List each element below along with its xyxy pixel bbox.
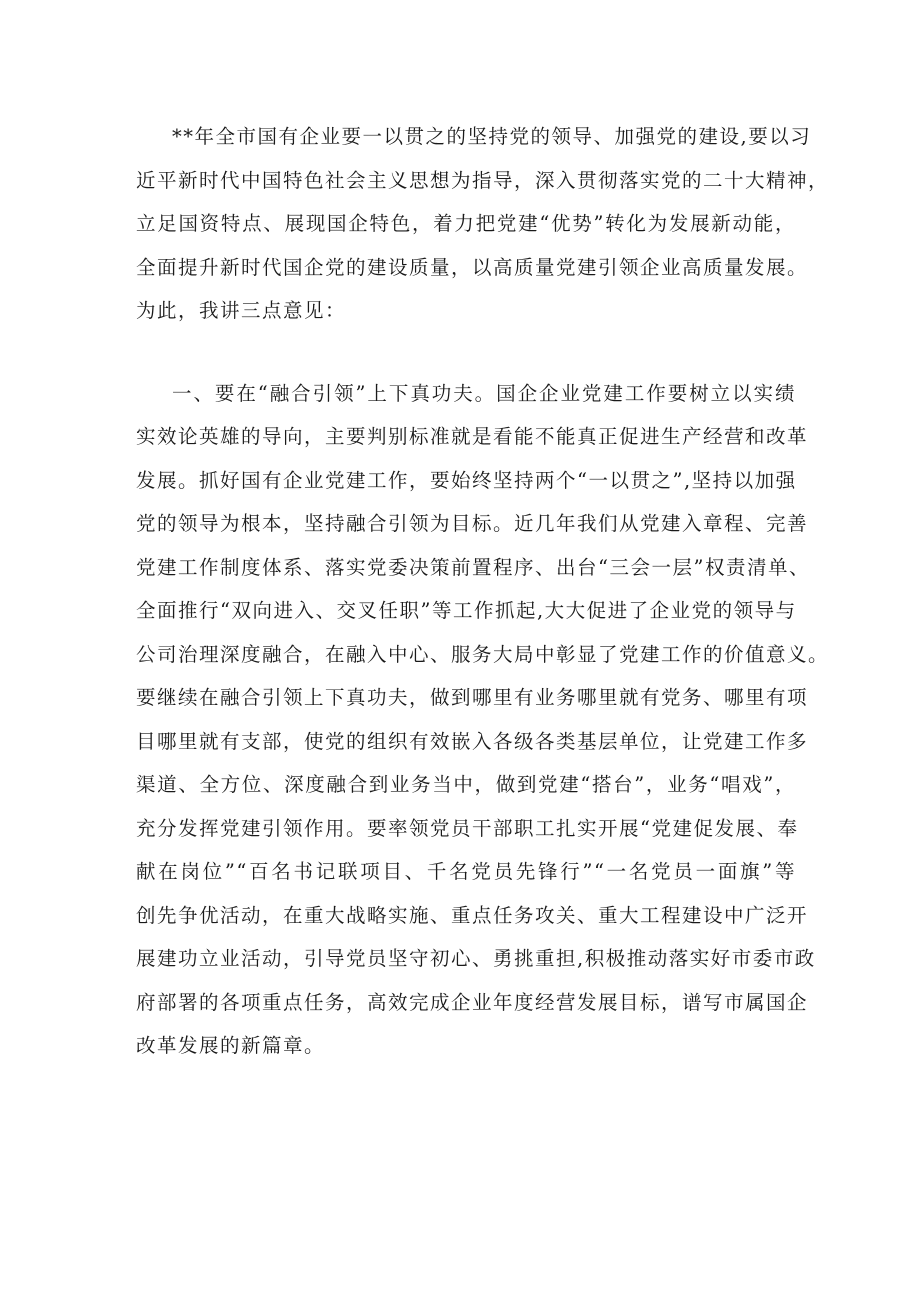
section1-line-11: 充分发挥党建引领作用。要率领党员干部职工扎实开展“党建促发展、奉 [136, 817, 799, 840]
intro-line-4: 全面提升新时代国企党的建设质量，以高质量党建引领企业高质量发展。 [136, 256, 809, 279]
intro-line-3: 立足国资特点、展现国企特色，着力把党建“优势”转化为发展新动能， [136, 212, 796, 235]
section1-line-16: 改革发展的新篇章。 [136, 1034, 326, 1057]
section1-line-15: 府部署的各项重点任务，高效完成企业年度经营发展目标，谱写市属国企 [136, 991, 809, 1014]
intro-line-2: 近平新时代中国特色社会主义思想为指导，深入贯彻落实党的二十大精神， [136, 169, 830, 192]
section1-line-3: 发展。抓好国有企业党建工作，要始终坚持两个“一以贯之”,坚持以加强 [136, 469, 797, 492]
section1-line-12: 献在岗位”“百名书记联项目、千名党员先锋行”“一名党员一面旗”等 [136, 860, 796, 883]
section1-line-6: 全面推行“双向进入、交叉任职”等工作抓起,大大促进了企业党的领导与 [136, 599, 797, 622]
section1-line-9: 目哪里就有支部，使党的组织有效嵌入各级各类基层单位，让党建工作多 [136, 730, 809, 753]
section1-line-4: 党的领导为根本，坚持融合引领为目标。近几年我们从党建入章程、完善 [136, 512, 809, 535]
section1-line-13: 创先争优活动，在重大战略实施、重点任务攻关、重大工程建设中广泛开 [136, 904, 809, 927]
section1-line-14: 展建功立业活动，引导党员坚守初心、勇挑重担,积极推动落实好市委市政 [136, 947, 816, 970]
section1-line-2: 实效论英雄的导向，主要判别标准就是看能不能真正促进生产经营和改革 [136, 425, 809, 448]
section1-line-7: 公司治理深度融合，在融入中心、服务大局中彰显了党建工作的价值意义。 [136, 643, 830, 666]
intro-line-5: 为此，我讲三点意见： [136, 299, 347, 322]
section1-line-5: 党建工作制度体系、落实党委决策前置程序、出台“三会一层”权责清单、 [136, 556, 810, 579]
intro-line-1: **年全市国有企业要一以贯之的坚持党的领导、加强党的建设,要以习 [172, 125, 812, 148]
section1-line-10: 渠道、全方位、深度融合到业务当中，做到党建“搭台”，业务“唱戏”， [136, 773, 796, 796]
section1-line-1: 一、要在“融合引领”上下真功夫。国企企业党建工作要树立以实绩 [172, 382, 796, 405]
section1-line-8: 要继续在融合引领上下真功夫，做到哪里有业务哪里就有党务、哪里有项 [136, 686, 809, 709]
